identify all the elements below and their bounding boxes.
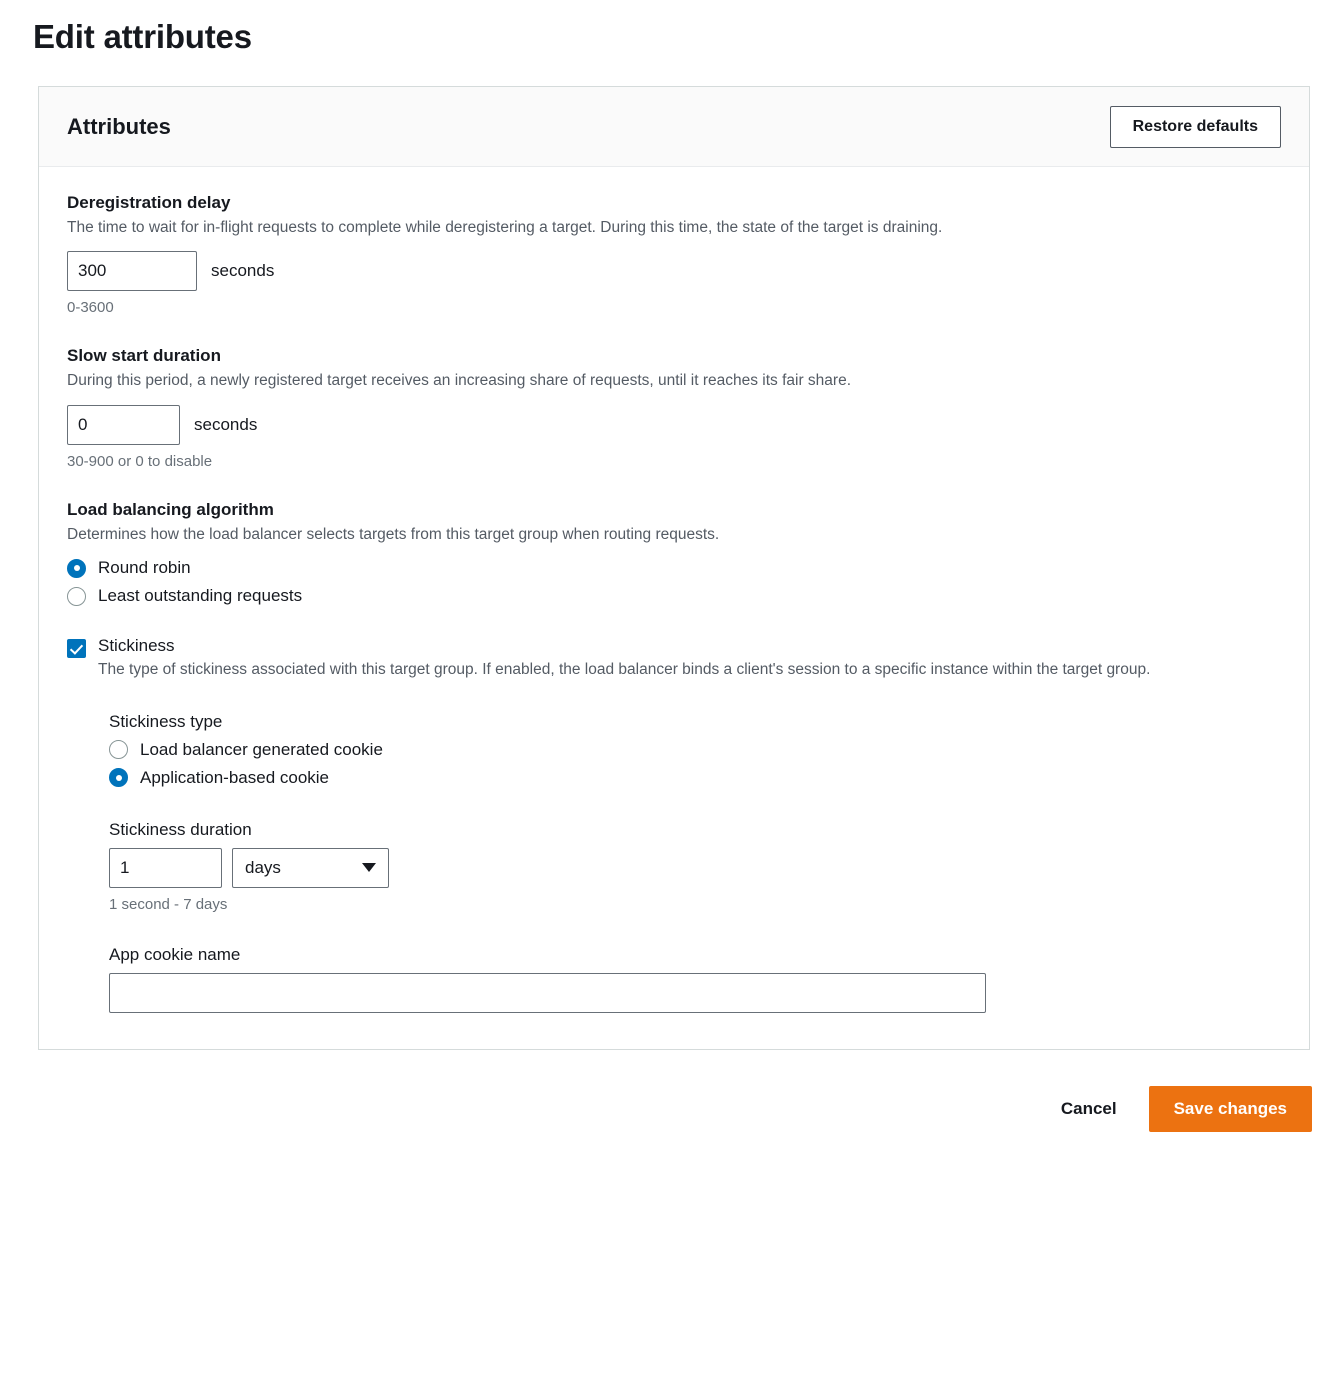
stickiness-duration-constraint: 1 second - 7 days xyxy=(109,895,228,913)
stickiness-type-label: Stickiness type xyxy=(109,711,223,731)
radio-round-robin[interactable] xyxy=(67,558,1281,578)
slow-start-section xyxy=(67,346,1281,469)
radio-least-outstanding-requests[interactable] xyxy=(67,586,1281,606)
radio-round-robin-label: Round robin xyxy=(98,558,191,578)
deregistration-delay-description: The time to wait for in-flight requests to complete while deregistering a target. During this time, the state of the target is draining. xyxy=(67,219,943,236)
load-balancing-algorithm-description: Determines how the load balancer selects targets from this target group when routing requests. xyxy=(67,525,720,543)
stickiness-checkbox[interactable] xyxy=(67,639,86,658)
deregistration-delay-section xyxy=(67,193,1281,316)
deregistration-delay-constraint: 0-3600 xyxy=(67,299,114,317)
stickiness-options xyxy=(109,712,1281,1013)
slow-start-input-row xyxy=(67,405,1281,445)
stickiness-duration-row xyxy=(109,848,1281,888)
deregistration-delay-label: Deregistration delay xyxy=(67,193,231,212)
radio-least-outstanding-requests-label: Least outstanding requests xyxy=(98,586,303,606)
slow-start-label: Slow start duration xyxy=(67,346,221,366)
save-changes-button[interactable]: Save changes xyxy=(1149,1086,1312,1132)
deregistration-delay-input-row xyxy=(67,251,1281,291)
radio-application-based-cookie[interactable] xyxy=(109,768,1281,788)
restore-defaults-button[interactable]: Restore defaults xyxy=(1110,106,1281,148)
stickiness-duration-section xyxy=(109,820,1281,913)
stickiness-checkbox-row[interactable] xyxy=(67,636,1281,681)
deregistration-delay-unit: seconds xyxy=(211,261,275,281)
footer-actions xyxy=(0,1086,1312,1132)
radio-round-robin-icon[interactable] xyxy=(67,559,86,578)
stickiness-duration-unit-value: days xyxy=(245,857,281,877)
radio-least-outstanding-requests-icon[interactable] xyxy=(67,587,86,606)
load-balancing-algorithm-section xyxy=(67,500,1281,606)
page-title: Edit attributes xyxy=(33,18,252,55)
load-balancing-algorithm-label: Load balancing algorithm xyxy=(67,499,274,519)
stickiness-description: The type of stickiness associated with this target group. If enabled, the load balancer binds a client's session to a specific instance within the target group. xyxy=(98,661,1151,679)
panel-body xyxy=(39,167,1309,1049)
panel-header xyxy=(39,87,1309,167)
stickiness-duration-unit-select[interactable] xyxy=(232,848,389,888)
slow-start-constraint: 30-900 or 0 to disable xyxy=(67,452,213,470)
deregistration-delay-input[interactable] xyxy=(67,251,197,291)
stickiness-duration-unit-select-wrap xyxy=(232,848,389,888)
cancel-button[interactable]: Cancel xyxy=(1055,1098,1123,1120)
stickiness-duration-input[interactable] xyxy=(109,848,222,888)
slow-start-unit: seconds xyxy=(194,414,258,434)
slow-start-input[interactable] xyxy=(67,405,180,445)
attributes-panel xyxy=(38,86,1310,1050)
slow-start-description: During this period, a newly registered target receives an increasing share of requests, until it reaches its fair share. xyxy=(67,372,851,390)
radio-application-based-cookie-icon[interactable] xyxy=(109,768,128,787)
radio-lb-generated-cookie[interactable] xyxy=(109,740,1281,760)
radio-application-based-cookie-label: Application-based cookie xyxy=(140,767,330,787)
radio-lb-generated-cookie-label: Load balancer generated cookie xyxy=(140,739,383,759)
app-cookie-name-label: App cookie name xyxy=(109,944,241,964)
app-cookie-section xyxy=(109,945,1281,1013)
panel-title: Attributes xyxy=(67,113,171,139)
app-cookie-name-input[interactable] xyxy=(109,973,986,1013)
stickiness-duration-label: Stickiness duration xyxy=(109,819,252,839)
radio-lb-generated-cookie-icon[interactable] xyxy=(109,740,128,759)
stickiness-label: Stickiness xyxy=(98,636,175,656)
chevron-down-icon xyxy=(362,863,376,872)
